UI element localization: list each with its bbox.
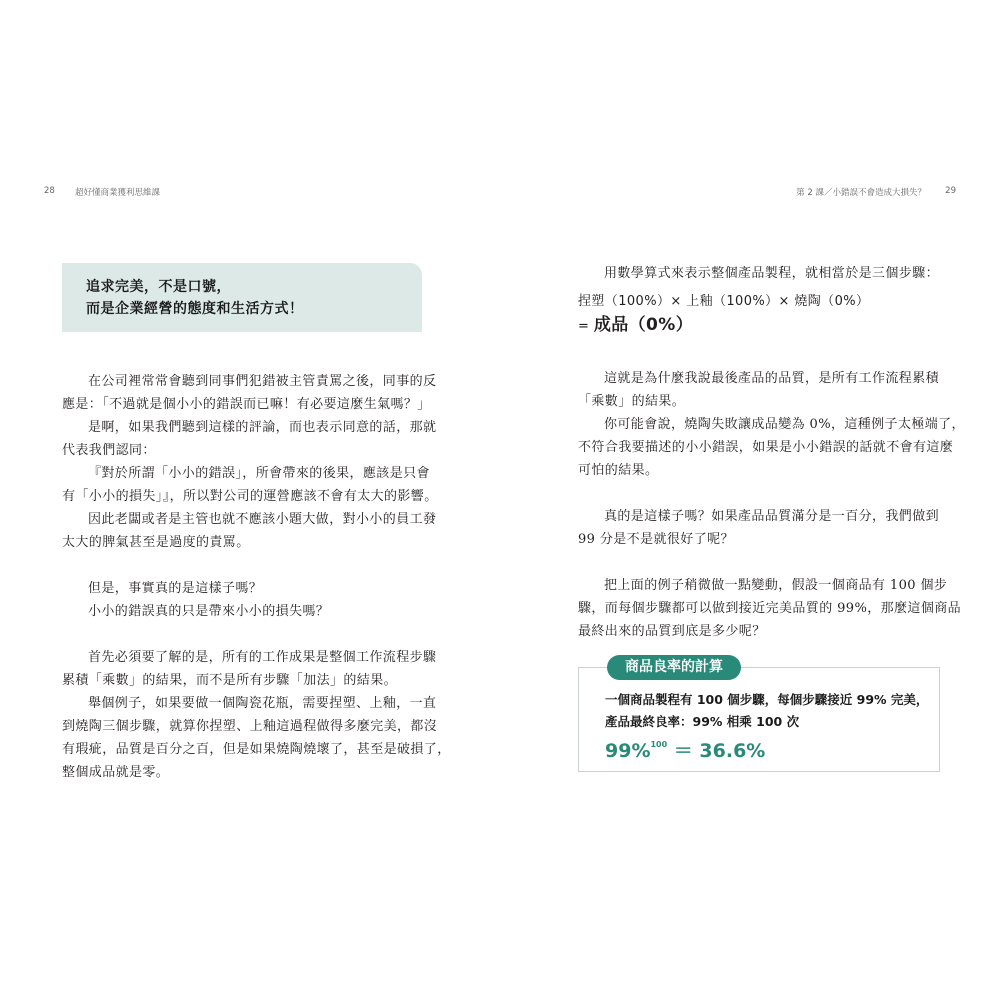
paragraph-line: 99 分是不是就很好了呢？ (578, 532, 734, 547)
paragraph-line: 最終出來的品質到底是多少呢？ (578, 624, 766, 639)
paragraph-line: 「乘數」的結果。 (578, 394, 686, 409)
paragraph-line: 太大的脾氣甚至是過度的責罵。 (62, 535, 250, 550)
page-number-right: 29 (945, 186, 956, 196)
paragraph-line: 驟，而每個步驟都可以做到接近完美品質的 99%，那麼這個商品 (578, 601, 962, 616)
paragraph-line: 『對於所謂「小小的錯誤」，所會帶來的後果，應該是只會 (88, 466, 430, 481)
paragraph-line: 有「小小的損失」』，所以對公司的運營應該不會有太大的影響。 (62, 489, 438, 504)
yield-equation-exponent: 100 (650, 740, 668, 749)
formula-result (578, 313, 940, 339)
paragraph-line: 但是，事實真的是這樣子嗎？ (88, 581, 263, 596)
left-page-body (62, 370, 451, 784)
right-page-body (578, 367, 965, 643)
running-header-left: 超好懂商業獲利思維課 (75, 188, 161, 198)
paragraph-line: 應是：「不過就是個小小的錯誤而已嘛！有必要這麼生氣嗎？」 (62, 397, 431, 412)
paragraph-line: 有瑕疵，品質是百分之百，但是如果燒陶燒壞了，甚至是破損了， (62, 742, 451, 757)
yield-box-line-2: 產品最終良率：99% 相乘 100 次 (605, 714, 800, 729)
formula-result-value: 成品（0%） (593, 315, 694, 335)
paragraph-line: 整個成品就是零。 (62, 765, 170, 780)
pull-quote-box (62, 263, 422, 332)
paragraph-line: 首先必須要了解的是，所有的工作成果是整個工作流程步驟 (88, 650, 437, 665)
formula-steps: 捏塑（100%）× 上釉（100%）× 燒陶（0%） (578, 294, 870, 309)
yield-equation (605, 736, 765, 763)
formula-section (578, 262, 940, 339)
paragraph-line: 代表我們認同： (62, 443, 156, 458)
paragraph-line: 這就是為什麼我說最後產品的品質，是所有工作流程累積 (604, 371, 940, 386)
yield-box-title: 商品良率的計算 (607, 655, 741, 680)
yield-calculation-box (578, 659, 940, 772)
yield-equation-result: ＝ 36.6% (667, 740, 766, 762)
paragraph-line: 不符合我要描述的小小錯誤，如果是小小錯誤的話就不會有這麼 (578, 440, 954, 455)
paragraph-line: 累積「乘數」的結果，而不是所有步驟「加法」的結果。 (62, 673, 398, 688)
yield-equation-base: 99% (605, 740, 651, 762)
paragraph-line: 是啊，如果我們聽到這樣的評論，而也表示同意的話，那就 (88, 420, 437, 435)
pull-quote-line-1: 追求完美，不是口號， (86, 279, 231, 295)
yield-box-line-1: 一個商品製程有 100 個步驟，每個步驟接近 99% 完美， (605, 692, 929, 707)
paragraph-line: 到燒陶三個步驟，就算你捏塑、上釉這過程做得多麼完美，都沒 (62, 719, 438, 734)
paragraph-line: 舉個例子，如果要做一個陶瓷花瓶，需要捏塑、上釉，一直 (88, 696, 437, 711)
formula-equals: = (578, 319, 594, 334)
pull-quote-line-2: 而是企業經營的態度和生活方式！ (86, 301, 304, 317)
paragraph-line: 把上面的例子稍微做一點變動，假設一個商品有 100 個步 (604, 578, 948, 593)
paragraph-line: 小小的錯誤真的只是帶來小小的損失嗎？ (88, 604, 330, 619)
formula-intro: 用數學算式來表示整個產品製程，就相當於是三個步驟： (604, 266, 940, 281)
running-header-right: 第 2 課／小錯誤不會造成大損失？ (796, 188, 926, 198)
paragraph-line: 在公司裡常常會聽到同事們犯錯被主管責罵之後，同事的反 (88, 374, 437, 389)
paragraph-line: 因此老闆或者是主管也就不應該小題大做，對小小的員工發 (88, 512, 437, 527)
page-number-left: 28 (44, 186, 55, 196)
paragraph-line: 真的是這樣子嗎？如果產品品質滿分是一百分，我們做到 (604, 509, 940, 524)
paragraph-line: 你可能會說，燒陶失敗讓成品變為 0%，這種例子太極端了， (604, 417, 965, 432)
paragraph-line: 可怕的結果。 (578, 463, 659, 478)
